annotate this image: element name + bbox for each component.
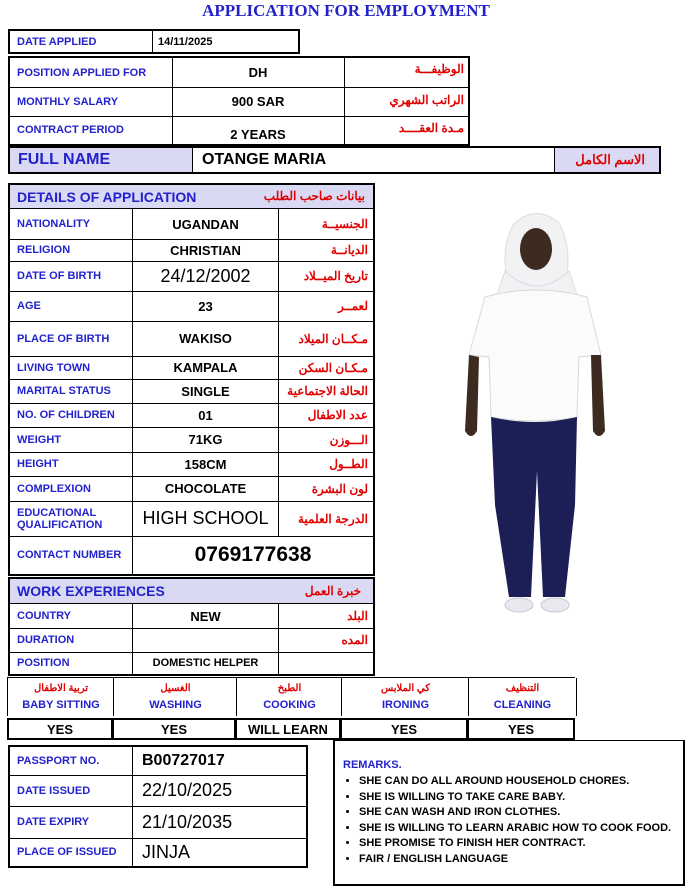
divider: [132, 775, 133, 806]
contract-period-label: CONTRACT PERIOD: [17, 124, 124, 136]
work-row-ar: البلد: [347, 609, 368, 623]
contract-period-ar: مـدة العقــــد: [398, 121, 464, 135]
details-row-label: HEIGHT: [17, 458, 59, 470]
remarks-item: • SHE CAN WASH AND IRON CLOTHES.: [359, 805, 684, 821]
details-row-ar: تاريخ الميــلاد: [303, 269, 368, 283]
skill-label: BABY SITTING: [22, 699, 100, 711]
skill-label: WASHING: [149, 699, 202, 711]
details-row-value: SINGLE: [181, 383, 230, 399]
page-title: APPLICATION FOR EMPLOYMENT: [202, 1, 490, 20]
details-row: [10, 379, 373, 404]
details-row-ar: الجنسيــة: [321, 217, 368, 231]
passport-row-label: PASSPORT NO.: [17, 755, 100, 767]
date-applied-value: 14/11/2025: [158, 35, 213, 48]
passport-row-value: 21/10/2035: [142, 811, 233, 832]
remarks-item: • SHE IS WILLING TO TAKE CARE BABY.: [359, 790, 684, 806]
work-row-label: DURATION: [17, 634, 75, 646]
details-row-value: UGANDAN: [172, 216, 239, 232]
full-name-label: FULL NAME: [18, 151, 111, 168]
details-row-value: 0769177638: [194, 543, 312, 566]
skills-table: [7, 677, 575, 741]
passport-row: [10, 775, 306, 807]
remarks-item: • SHE IS WILLING TO LEARN ARABIC HOW TO COOK FOOD.: [359, 821, 684, 837]
skill-value: YES: [113, 718, 236, 740]
details-row-label: CONTACT NUMBER: [17, 549, 122, 561]
details-row: [10, 501, 373, 537]
work-header-label: WORK EXPERIENCES: [17, 583, 165, 599]
passport-row-value: 22/10/2025: [142, 780, 233, 800]
details-row-value: CHOCOLATE: [164, 481, 247, 496]
details-row-ar: عدد الاطفال: [307, 408, 368, 422]
divider: [278, 321, 279, 356]
divider: [278, 501, 279, 536]
divider: [278, 291, 279, 321]
work-row-value: NEW: [190, 608, 221, 624]
details-row-label: EDUCATIONAL QUALIFICATION: [17, 506, 103, 531]
full-name-value-cell: [192, 148, 555, 172]
skill-ar: تربية الاطفال: [33, 683, 89, 694]
position-applied-value: DH: [248, 65, 268, 80]
position-applied-ar: الوظيفـــة: [414, 61, 464, 76]
details-row: [10, 321, 373, 357]
remarks-item: • SHE PROMISE TO FINISH HER CONTRACT.: [359, 836, 684, 852]
details-row-value: 71KG: [188, 432, 223, 447]
details-row: [10, 536, 373, 574]
details-row: [10, 476, 373, 502]
details-row-label: PLACE OF BIRTH: [17, 332, 110, 345]
full-name-value: OTANGE MARIA: [202, 151, 327, 168]
details-row-ar: الطــول: [329, 457, 368, 471]
skill-header: [113, 678, 237, 716]
divider: [278, 427, 279, 452]
passport-row: [10, 838, 306, 866]
divider: [132, 747, 133, 775]
work-row-label: COUNTRY: [17, 610, 71, 622]
passport-row-label: DATE EXPIRY: [17, 816, 90, 828]
details-header-ar: بيانات صاحب الطلب: [263, 189, 365, 203]
skill-ar: التنظيف: [505, 683, 540, 694]
monthly-salary-label: MONTHLY SALARY: [17, 95, 119, 108]
skill-ar: الغسيل: [160, 683, 191, 694]
details-row: [10, 239, 373, 262]
details-row-value: 01: [198, 407, 213, 423]
divider: [278, 356, 279, 379]
applicant-photo: [455, 205, 615, 625]
details-row-value: CHRISTIAN: [170, 242, 241, 258]
skill-label: COOKING: [263, 699, 316, 711]
full-name-box: [8, 146, 661, 174]
details-row-ar: لون البشرة: [311, 481, 368, 496]
skill-header: [236, 678, 342, 716]
divider: [278, 261, 279, 291]
remarks-item: • FAIR / ENGLISH LANGUAGE: [359, 852, 684, 868]
details-row-label: NATIONALITY: [17, 218, 91, 230]
skill-value: YES: [341, 718, 468, 740]
skill-header: [468, 678, 577, 716]
details-row-value: HIGH SCHOOL: [142, 508, 269, 528]
skill-value: YES: [468, 718, 575, 740]
details-row: [10, 209, 373, 240]
work-table: [8, 577, 375, 676]
details-row-label: DATE OF BIRTH: [17, 270, 102, 282]
remarks-title: REMARKS.: [343, 759, 402, 771]
monthly-salary-value: 900 SAR: [231, 94, 285, 109]
work-row: [10, 652, 373, 674]
skill-label: IRONING: [381, 699, 430, 711]
divider: [132, 806, 133, 838]
skill-ar: الطبخ: [277, 683, 302, 694]
remarks-list: [343, 774, 684, 867]
work-row-ar: المده: [341, 633, 368, 647]
divider: [278, 379, 279, 403]
details-row-value: WAKISO: [179, 331, 232, 346]
details-row-value: 158CM: [184, 456, 227, 472]
divider: [278, 452, 279, 476]
details-row: [10, 291, 373, 322]
skill-label: CLEANING: [493, 699, 552, 711]
passport-row: [10, 747, 306, 776]
details-row-value: 23: [198, 298, 213, 314]
divider: [278, 209, 279, 239]
details-row: [10, 356, 373, 380]
work-row-value: DOMESTIC HELPER: [152, 657, 259, 669]
divider: [278, 604, 279, 628]
details-row-label: NO. OF CHILDREN: [17, 409, 115, 421]
skill-header: [7, 678, 114, 716]
details-row-label: WEIGHT: [17, 433, 61, 446]
passport-row-label: PLACE OF ISSUED: [17, 846, 117, 858]
details-row-label: LIVING TOWN: [17, 361, 91, 374]
details-header: [10, 185, 373, 209]
divider: [278, 652, 279, 674]
skill-ar: كي الملابس: [381, 683, 430, 694]
skill-value: WILL LEARN: [236, 718, 341, 740]
date-applied-box: [8, 29, 300, 54]
divider: [278, 628, 279, 652]
details-row-label: RELIGION: [17, 244, 71, 256]
details-row-ar: الـــوزن: [329, 432, 368, 447]
skill-header: [341, 678, 469, 716]
details-row-label: MARITAL STATUS: [17, 385, 111, 397]
skill-value: YES: [7, 718, 113, 740]
work-row: [10, 604, 373, 629]
work-row-value: [133, 628, 278, 652]
details-row-ar: مـكــان الميلاد: [298, 331, 368, 346]
monthly-salary-ar: الراتب الشهري: [389, 92, 464, 107]
details-row-ar: مـكـان السكن: [298, 360, 368, 375]
divider: [278, 239, 279, 261]
remarks-box: [333, 740, 685, 886]
divider: [278, 403, 279, 427]
passport-table: [8, 745, 308, 868]
position-info-box: [8, 56, 470, 146]
passport-row-value: JINJA: [142, 841, 191, 862]
date-applied-label: DATE APPLIED: [17, 35, 97, 48]
details-row: [10, 427, 373, 453]
details-row-value: 24/12/2002: [160, 265, 251, 286]
details-table: [8, 183, 375, 576]
contract-period-value: 2 YEARS: [230, 126, 286, 142]
position-applied-label: POSITION APPLIED FOR: [17, 66, 147, 79]
details-row-ar: الدرجة العلمية: [297, 511, 368, 526]
details-row-label: AGE: [17, 300, 41, 312]
work-header-ar: خبرة العمل: [304, 584, 361, 598]
work-row: [10, 628, 373, 653]
details-row-label: COMPLEXION: [17, 482, 91, 495]
divider: [278, 476, 279, 501]
divider: [132, 838, 133, 866]
passport-row-value: B00727017: [142, 752, 225, 769]
passport-row: [10, 806, 306, 839]
work-header: [10, 579, 373, 604]
details-row-ar: الحالة الاجتماعية: [287, 384, 368, 398]
work-row-label: POSITION: [17, 657, 70, 669]
full-name-ar: الاسم الكامل: [575, 152, 645, 167]
passport-row-label: DATE ISSUED: [17, 784, 91, 797]
details-row-ar: لعمــر: [337, 299, 368, 313]
details-row-ar: الديانــة: [330, 243, 368, 257]
details-row: [10, 261, 373, 292]
details-row: [10, 403, 373, 428]
remarks-item: • SHE CAN DO ALL AROUND HOUSEHOLD CHORES.: [359, 774, 684, 790]
details-row: [10, 452, 373, 477]
work-row-ar: [280, 652, 368, 674]
details-header-label: DETAILS OF APPLICATION: [17, 188, 197, 205]
details-row-value: KAMPALA: [173, 360, 238, 375]
